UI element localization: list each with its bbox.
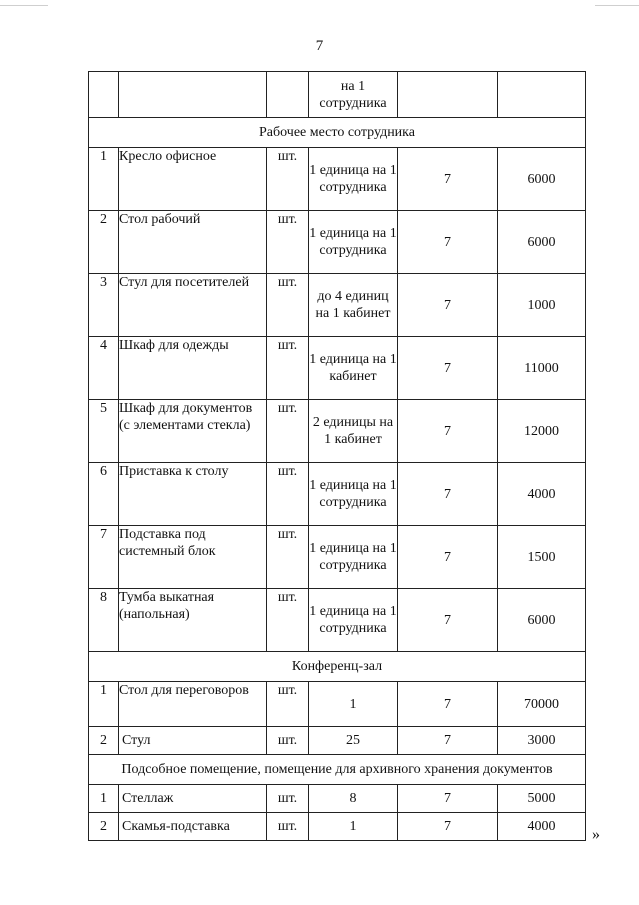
cell-price: 12000 — [498, 400, 586, 463]
cell-norm: 1 единица на 1 сотрудника — [309, 211, 398, 274]
cell-unit: шт. — [267, 211, 309, 274]
cell-term: 7 — [398, 337, 498, 400]
cell-term: 7 — [398, 589, 498, 652]
table-row — [89, 337, 586, 400]
cell-term: 7 — [398, 727, 498, 755]
cell-number: 1 — [89, 148, 119, 211]
cell-norm: 1 единица на 1 сотрудника — [309, 589, 398, 652]
cell-empty — [267, 72, 309, 118]
cell-price: 70000 — [498, 682, 586, 727]
cell-unit: шт. — [267, 526, 309, 589]
cell-number: 2 — [89, 813, 119, 841]
cell-unit: шт. — [267, 682, 309, 727]
cell-number: 2 — [89, 211, 119, 274]
cell-name: Стеллаж — [119, 785, 267, 813]
cell-unit: шт. — [267, 274, 309, 337]
cell-price: 1000 — [498, 274, 586, 337]
cell-number: 1 — [89, 785, 119, 813]
cell-name: Стол для переговоров — [119, 682, 267, 727]
cell-norm: 2 единицы на 1 кабинет — [309, 400, 398, 463]
cell-price: 4000 — [498, 463, 586, 526]
section-header-row — [89, 755, 586, 785]
table-row — [89, 589, 586, 652]
cell-term: 7 — [398, 813, 498, 841]
cell-name: Стул для посетителей — [119, 274, 267, 337]
equipment-norms-table — [88, 71, 586, 841]
cell-unit: шт. — [267, 727, 309, 755]
cell-name: Кресло офисное — [119, 148, 267, 211]
cell-term: 7 — [398, 526, 498, 589]
cell-term: 7 — [398, 785, 498, 813]
cell-name: Приставка к столу — [119, 463, 267, 526]
cell-number: 7 — [89, 526, 119, 589]
cell-norm: на 1 сотрудника — [309, 72, 398, 118]
cell-name: Стол рабочий — [119, 211, 267, 274]
cell-empty — [498, 72, 586, 118]
cell-name: Подставка под системный блок — [119, 526, 267, 589]
cell-name: Шкаф для одежды — [119, 337, 267, 400]
cell-number: 3 — [89, 274, 119, 337]
cell-unit: шт. — [267, 589, 309, 652]
cell-number: 6 — [89, 463, 119, 526]
table-row — [89, 682, 586, 727]
cell-price: 1500 — [498, 526, 586, 589]
table-row — [89, 526, 586, 589]
table-row — [89, 400, 586, 463]
cell-norm: 1 единица на 1 сотрудника — [309, 463, 398, 526]
closing-quote-mark: » — [592, 826, 600, 843]
section-title: Подсобное помещение, помещение для архивного хранения документов — [89, 755, 586, 785]
cell-norm: 1 — [309, 813, 398, 841]
cell-unit: шт. — [267, 148, 309, 211]
table-row — [89, 463, 586, 526]
cell-empty — [119, 72, 267, 118]
cell-term: 7 — [398, 211, 498, 274]
cell-price: 6000 — [498, 589, 586, 652]
cell-price: 6000 — [498, 211, 586, 274]
cell-price: 4000 — [498, 813, 586, 841]
cell-price: 11000 — [498, 337, 586, 400]
cell-number: 5 — [89, 400, 119, 463]
cell-term: 7 — [398, 682, 498, 727]
table-row-continuation — [89, 72, 586, 118]
cell-name: Шкаф для документов (с элементами стекла) — [119, 400, 267, 463]
cell-norm: 1 единица на 1 кабинет — [309, 337, 398, 400]
cell-norm: 1 — [309, 682, 398, 727]
cell-unit: шт. — [267, 785, 309, 813]
cell-price: 3000 — [498, 727, 586, 755]
section-header-row — [89, 652, 586, 682]
cell-price: 6000 — [498, 148, 586, 211]
cell-number: 1 — [89, 682, 119, 727]
section-header-row — [89, 118, 586, 148]
cell-number: 2 — [89, 727, 119, 755]
cell-term: 7 — [398, 463, 498, 526]
cell-unit: шт. — [267, 463, 309, 526]
cell-norm: 1 единица на 1 сотрудника — [309, 526, 398, 589]
cell-term: 7 — [398, 400, 498, 463]
cell-name: Тумба выкатная (напольная) — [119, 589, 267, 652]
cell-name: Стул — [119, 727, 267, 755]
scan-edge-mark — [0, 5, 48, 6]
scan-edge-mark — [595, 5, 639, 6]
cell-norm: 8 — [309, 785, 398, 813]
table-row — [89, 148, 586, 211]
page-number: 7 — [315, 38, 324, 54]
cell-norm: 1 единица на 1 сотрудника — [309, 148, 398, 211]
cell-unit: шт. — [267, 400, 309, 463]
section-title: Рабочее место сотрудника — [89, 118, 586, 148]
cell-number: 8 — [89, 589, 119, 652]
cell-unit: шт. — [267, 813, 309, 841]
cell-empty — [89, 72, 119, 118]
cell-norm: 25 — [309, 727, 398, 755]
cell-unit: шт. — [267, 337, 309, 400]
table-row — [89, 785, 586, 813]
cell-price: 5000 — [498, 785, 586, 813]
cell-name: Скамья-подставка — [119, 813, 267, 841]
cell-term: 7 — [398, 148, 498, 211]
cell-empty — [398, 72, 498, 118]
table-row — [89, 211, 586, 274]
table-row — [89, 727, 586, 755]
section-title: Конференц-зал — [89, 652, 586, 682]
cell-number: 4 — [89, 337, 119, 400]
cell-norm: до 4 единиц на 1 кабинет — [309, 274, 398, 337]
table-row — [89, 813, 586, 841]
table-row — [89, 274, 586, 337]
cell-term: 7 — [398, 274, 498, 337]
